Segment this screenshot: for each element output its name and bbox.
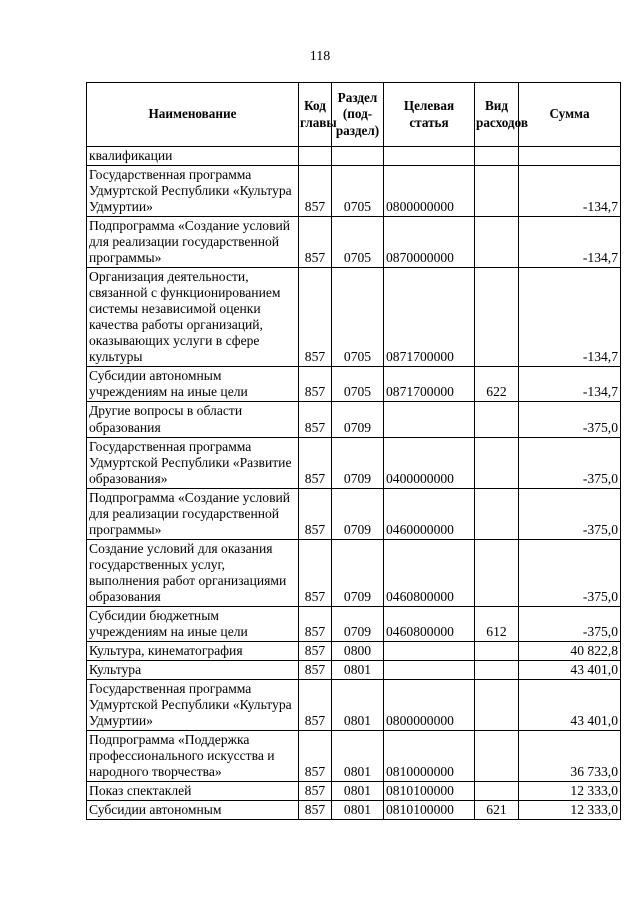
- cell-amount: -375,0: [519, 437, 621, 488]
- cell-amount: -375,0: [519, 606, 621, 641]
- cell-name: Другие вопросы в области образования: [87, 402, 299, 437]
- cell-code: 857: [299, 660, 332, 679]
- cell-section: 0801: [332, 801, 384, 820]
- cell-code: [299, 147, 332, 166]
- cell-section: 0800: [332, 641, 384, 660]
- cell-amount: 12 333,0: [519, 782, 621, 801]
- table-row: [87, 539, 621, 606]
- cell-expense: [475, 402, 519, 437]
- cell-section: 0705: [332, 367, 384, 402]
- cell-code: 857: [299, 217, 332, 268]
- cell-code: 857: [299, 402, 332, 437]
- cell-amount: -134,7: [519, 367, 621, 402]
- table-row: [87, 606, 621, 641]
- cell-code: 857: [299, 539, 332, 606]
- cell-expense: [475, 488, 519, 539]
- cell-expense: [475, 268, 519, 367]
- cell-section: 0801: [332, 782, 384, 801]
- cell-expense: [475, 679, 519, 730]
- cell-code: 857: [299, 782, 332, 801]
- cell-target: [384, 402, 475, 437]
- cell-amount: 36 733,0: [519, 731, 621, 782]
- cell-name: Организация деятельности, связанной с функционированием системы независимой оценки качества работы организаций, оказывающих услуги в сфере культуры: [87, 268, 299, 367]
- cell-name: Государственная программа Удмуртской Республики «Культура Удмуртии»: [87, 166, 299, 217]
- cell-code: 857: [299, 488, 332, 539]
- cell-target: 0460800000: [384, 606, 475, 641]
- cell-target: 0810100000: [384, 801, 475, 820]
- table-row: [87, 166, 621, 217]
- cell-section: 0705: [332, 217, 384, 268]
- cell-expense: [475, 217, 519, 268]
- header-expense: Вид расходов: [475, 83, 519, 147]
- cell-name: квалификации: [87, 147, 299, 166]
- cell-code: 857: [299, 801, 332, 820]
- cell-section: 0709: [332, 606, 384, 641]
- table-row: [87, 147, 621, 166]
- cell-section: 0709: [332, 437, 384, 488]
- cell-expense: [475, 731, 519, 782]
- cell-target: 0800000000: [384, 166, 475, 217]
- cell-name: Субсидии бюджетным учреждениям на иные цели: [87, 606, 299, 641]
- table-body: [87, 147, 621, 820]
- table-row: [87, 782, 621, 801]
- cell-amount: -134,7: [519, 268, 621, 367]
- cell-name: Подпрограмма «Поддержка профессионального искусства и народного творчества»: [87, 731, 299, 782]
- cell-name: Субсидии автономным учреждениям на иные цели: [87, 367, 299, 402]
- table-row: [87, 641, 621, 660]
- table-row: [87, 660, 621, 679]
- table-row: [87, 402, 621, 437]
- page-number: 118: [309, 49, 331, 64]
- cell-code: 857: [299, 437, 332, 488]
- cell-amount: -134,7: [519, 166, 621, 217]
- cell-expense: [475, 641, 519, 660]
- cell-name: Государственная программа Удмуртской Республики «Развитие образования»: [87, 437, 299, 488]
- table-row: [87, 217, 621, 268]
- cell-target: 0810000000: [384, 731, 475, 782]
- cell-target: [384, 147, 475, 166]
- table-row: [87, 367, 621, 402]
- cell-target: 0460800000: [384, 539, 475, 606]
- budget-table: [86, 82, 621, 820]
- cell-amount: [519, 147, 621, 166]
- cell-expense: [475, 660, 519, 679]
- cell-target: [384, 641, 475, 660]
- cell-section: 0705: [332, 166, 384, 217]
- table-row: [87, 731, 621, 782]
- cell-expense: [475, 782, 519, 801]
- cell-section: 0801: [332, 660, 384, 679]
- cell-section: [332, 147, 384, 166]
- cell-target: 0810100000: [384, 782, 475, 801]
- cell-amount: -375,0: [519, 539, 621, 606]
- cell-amount: -375,0: [519, 488, 621, 539]
- cell-amount: 12 333,0: [519, 801, 621, 820]
- cell-target: 0870000000: [384, 217, 475, 268]
- header-code: Код главы: [299, 83, 332, 147]
- cell-section: 0709: [332, 488, 384, 539]
- cell-expense: 612: [475, 606, 519, 641]
- cell-expense: [475, 437, 519, 488]
- cell-amount: 40 822,8: [519, 641, 621, 660]
- cell-name: Культура: [87, 660, 299, 679]
- cell-expense: 622: [475, 367, 519, 402]
- table-row: [87, 268, 621, 367]
- cell-code: 857: [299, 166, 332, 217]
- cell-section: 0801: [332, 731, 384, 782]
- cell-name: Культура, кинематография: [87, 641, 299, 660]
- table-row: [87, 488, 621, 539]
- cell-name: Создание условий для оказания государственных услуг, выполнения работ организациями образования: [87, 539, 299, 606]
- cell-name: Субсидии автономным: [87, 801, 299, 820]
- cell-code: 857: [299, 731, 332, 782]
- header-section: Раздел (под-раздел): [332, 83, 384, 147]
- cell-amount: 43 401,0: [519, 660, 621, 679]
- cell-section: 0709: [332, 402, 384, 437]
- cell-section: 0709: [332, 539, 384, 606]
- cell-code: 857: [299, 679, 332, 730]
- cell-expense: [475, 166, 519, 217]
- table-row: [87, 679, 621, 730]
- header-amount: Сумма: [519, 83, 621, 147]
- cell-expense: [475, 539, 519, 606]
- cell-amount: -134,7: [519, 217, 621, 268]
- table-row: [87, 437, 621, 488]
- table-header-row: [87, 83, 621, 147]
- cell-amount: -375,0: [519, 402, 621, 437]
- header-target: Целевая статья: [384, 83, 475, 147]
- cell-name: Подпрограмма «Создание условий для реализации государственной программы»: [87, 217, 299, 268]
- cell-section: 0801: [332, 679, 384, 730]
- cell-section: 0705: [332, 268, 384, 367]
- cell-code: 857: [299, 641, 332, 660]
- cell-code: 857: [299, 367, 332, 402]
- cell-name: Показ спектаклей: [87, 782, 299, 801]
- cell-name: Подпрограмма «Создание условий для реализации государственной программы»: [87, 488, 299, 539]
- cell-target: 0871700000: [384, 367, 475, 402]
- cell-target: 0460000000: [384, 488, 475, 539]
- table-row: [87, 801, 621, 820]
- cell-code: 857: [299, 268, 332, 367]
- cell-target: 0871700000: [384, 268, 475, 367]
- cell-target: 0800000000: [384, 679, 475, 730]
- cell-target: 0400000000: [384, 437, 475, 488]
- cell-expense: 621: [475, 801, 519, 820]
- cell-name: Государственная программа Удмуртской Республики «Культура Удмуртии»: [87, 679, 299, 730]
- cell-target: [384, 660, 475, 679]
- cell-amount: 43 401,0: [519, 679, 621, 730]
- cell-code: 857: [299, 606, 332, 641]
- header-name: Наименование: [87, 83, 299, 147]
- cell-expense: [475, 147, 519, 166]
